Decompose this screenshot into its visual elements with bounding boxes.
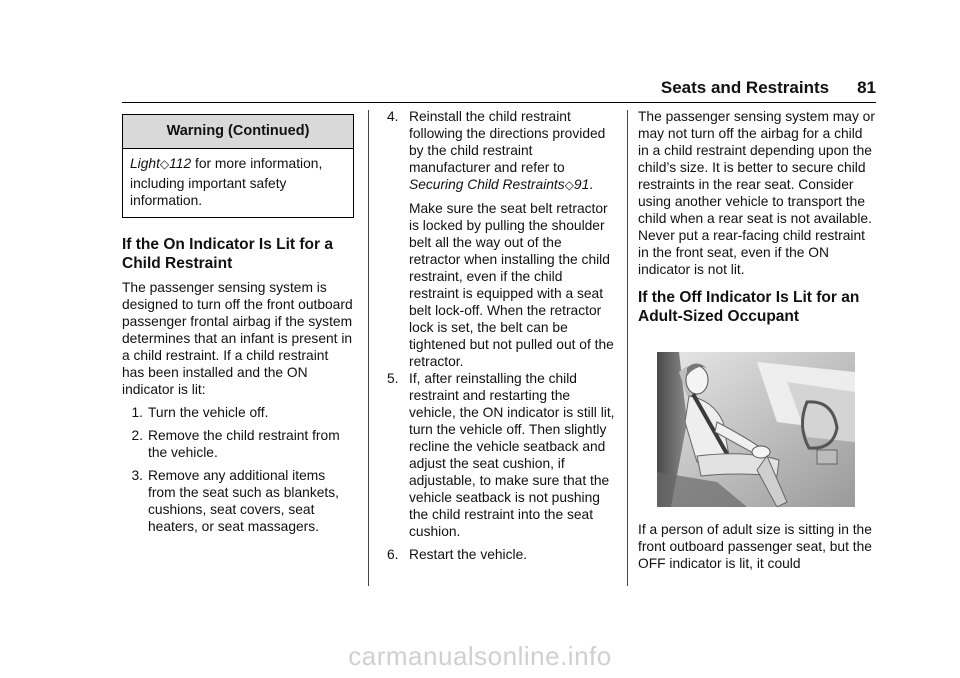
list-text: Remove the child restraint from the vehicle. [148,428,340,460]
intro-paragraph: The passenger sensing system is designed to turn off the front outboard passenger frontal airbag if the system determines that an infant is present in a child restraint. If a child restraint has been installed and the ON indicator is lit: [122,280,353,397]
warning-line-1 [130,155,345,173]
page-ref-icon: ◇ [159,157,170,171]
occupant-seat-illustration [657,352,855,507]
list-number: 1. [131,405,143,420]
child-restraint-paragraph: The passenger sensing system may or may not turn off the airbag for a child in a child restraint depending upon the child’s size. It is better to secure child restraints in the rear seat. Consider using another vehicle to transport the child when a rear seat is not available. Never put a rear-facing child restraint in the front seat, even if the ON indicator is not lit. [638,109,875,277]
page-number: 81 [857,78,876,97]
list-text: Restart the vehicle. [409,547,528,562]
section-heading-on-indicator: If the On Indicator Is Lit for a Child Restraint [122,236,333,272]
list-item [122,467,354,535]
page-ref-icon: ◇ [564,178,574,192]
adult-occupant-illustration [657,352,855,507]
list-number: 6. [387,547,399,562]
list-text: Turn the vehicle off. [148,405,269,420]
warning-ref-link[interactable]: Light [130,156,160,171]
step4-text: Reinstall the child restraint following the directions provided by the child restraint manufacturer and refer to [409,109,606,175]
list-number: 5. [387,371,399,386]
list-item [122,404,354,421]
warning-line-2: including important safety information. [130,176,287,208]
page-ref-link[interactable]: 91 [573,177,590,192]
step4-period: . [589,177,594,192]
warning-body [123,149,353,217]
list-item [122,427,354,461]
list-number: 2. [131,428,143,443]
warning-title: Warning (Continued) [123,115,353,149]
column-3 [638,108,876,572]
warning-ref-page[interactable]: 112 [169,156,192,171]
list-number: 4. [387,109,399,124]
list-text [409,108,615,194]
section-title: Seats and Restraints [660,78,830,97]
section-heading-off-indicator: If the Off Indicator Is Lit for an Adult-Sized Occupant [638,289,860,325]
watermark-text: carmanualsonline.info [348,641,612,671]
adult-occupant-paragraph: If a person of adult size is sitting in the front outboard passenger seat, but the OFF indicator is lit, it could [638,522,872,571]
page-header [122,78,876,102]
list-text: Remove any additional items from the seat such as blankets, cushions, seat covers, seat heaters, or seat massagers. [148,468,339,534]
securing-child-restraints-link[interactable]: Securing Child Restraints [409,177,565,192]
column-divider-1 [368,110,369,586]
list-number: 3. [131,468,143,483]
step4-subparagraph: Make sure the seat belt retractor is locked by pulling the shoulder belt all the way out of the retractor when installing the child restraint, even if the child restraint is equipped with a seat belt lock-off. When the retractor lock is set, the belt can be tightened but not pulled out of the retractor. [409,201,614,369]
list-item [387,370,615,540]
warning-line-1-rest: for more information, [191,156,323,171]
column-2 [387,108,615,569]
list-item [387,108,615,194]
warning-box [122,114,354,218]
column-divider-2 [627,110,628,586]
header-rule [122,102,876,103]
column-1 [122,108,354,541]
list-item [387,546,615,563]
list-text: If, after reinstalling the child restraint and restarting the vehicle, the ON indicator is still lit, turn the vehicle off. Then slightly recline the vehicle seatback and adjust the seat cushion, if adjustable, to make sure that the vehicle seatback is not pushing the child restraint into the seat cushion. [409,371,615,539]
